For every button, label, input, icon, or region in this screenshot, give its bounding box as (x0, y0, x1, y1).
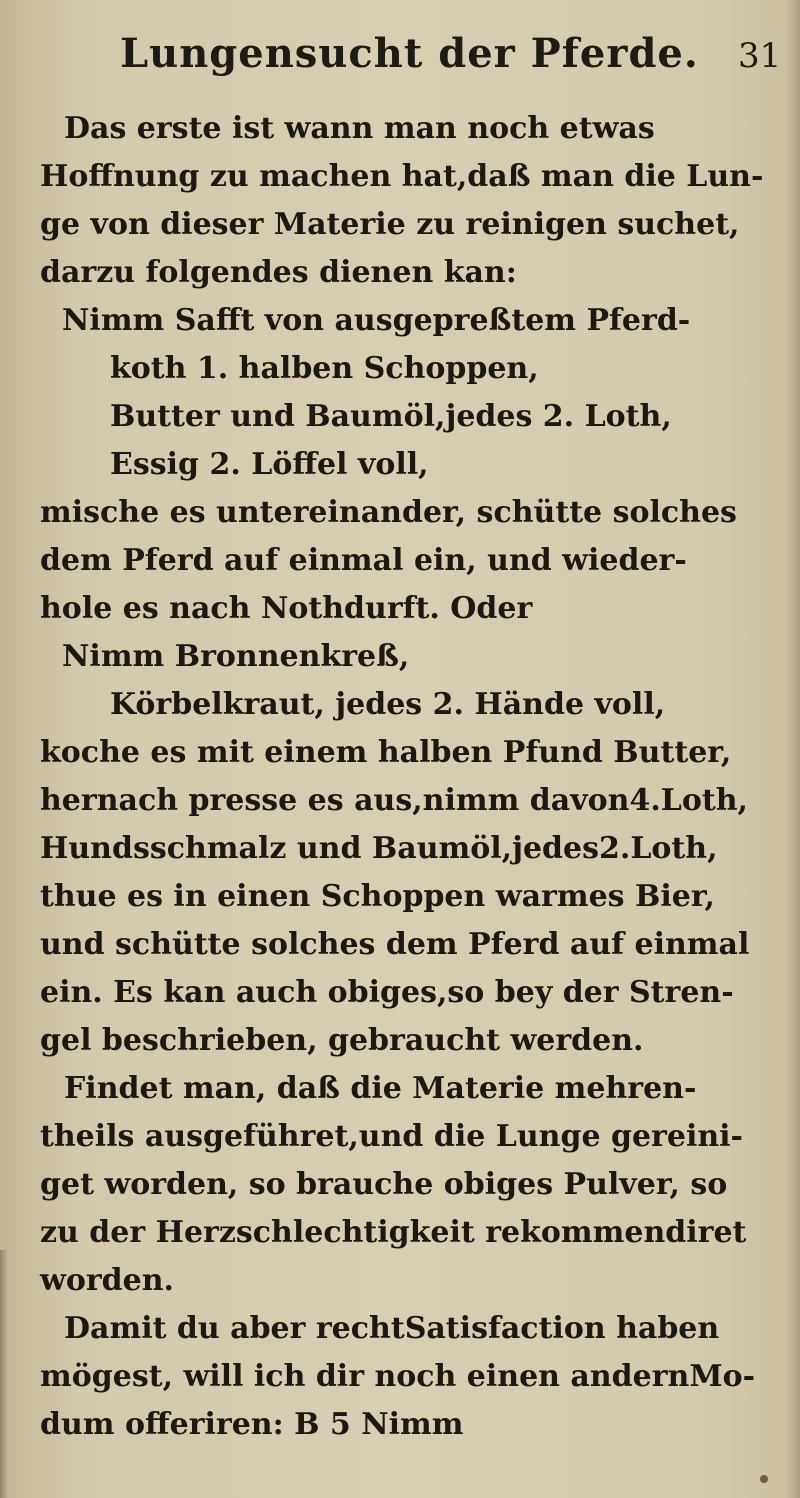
text-line: Nimm Safft von ausgepreßtem Pferd- (62, 303, 691, 338)
text-line: Findet man, daß die Materie mehren- (64, 1071, 697, 1106)
text-line: Hundsschmalz und Baumöl,jedes2.Loth, (40, 831, 718, 866)
text-line: thue es in einen Schoppen warmes Bier, (40, 879, 715, 914)
text-line: get worden, so brauche obiges Pulver, so (40, 1167, 728, 1202)
text-line: koche es mit einem halben Pfund Butter, (40, 735, 732, 770)
text-line: Essig 2. Löffel voll, (110, 447, 429, 482)
page-number: 31 (738, 36, 782, 76)
text-line: hernach presse es aus,nimm davon4.Loth, (40, 783, 749, 818)
text-line: theils ausgeführet,und die Lunge gereini- (40, 1119, 743, 1154)
text-line: dum offeriren: B 5 Nimm (40, 1407, 464, 1442)
page-edge-stain (0, 1250, 8, 1498)
ink-spot (760, 1475, 768, 1483)
text-line: gel beschrieben, gebraucht werden. (40, 1023, 644, 1058)
text-line: darzu folgendes dienen kan: (40, 255, 517, 290)
running-head: Lungensucht der Pferde. (120, 30, 699, 77)
text-line: ge von dieser Materie zu reinigen suchet, (40, 207, 740, 242)
text-line: worden. (40, 1263, 174, 1298)
text-line: ein. Es kan auch obiges,so bey der Stren- (40, 975, 734, 1010)
text-line: Damit du aber rechtSatisfaction haben (64, 1311, 720, 1346)
page-header (0, 22, 800, 92)
text-line: Butter und Baumöl,jedes 2. Loth, (110, 399, 672, 434)
text-line: hole es nach Nothdurft. Oder (40, 591, 533, 626)
page-edge-shadow (786, 0, 800, 1498)
text-line: Körbelkraut, jedes 2. Hände voll, (110, 687, 666, 722)
text-line: Das erste ist wann man noch etwas (64, 111, 655, 146)
text-line: koth 1. halben Schoppen, (110, 351, 539, 386)
text-line: dem Pferd auf einmal ein, und wieder- (40, 543, 687, 578)
text-line: mögest, will ich dir noch einen andernMo- (40, 1359, 756, 1394)
text-line: mische es untereinander, schütte solches (40, 495, 737, 530)
text-line: und schütte solches dem Pferd auf einmal (40, 927, 750, 962)
text-line: zu der Herzschlechtigkeit rekommendiret (40, 1215, 747, 1250)
text-line: Nimm Bronnenkreß, (62, 639, 410, 674)
text-line: Hoffnung zu machen hat,daß man die Lun- (40, 159, 764, 194)
